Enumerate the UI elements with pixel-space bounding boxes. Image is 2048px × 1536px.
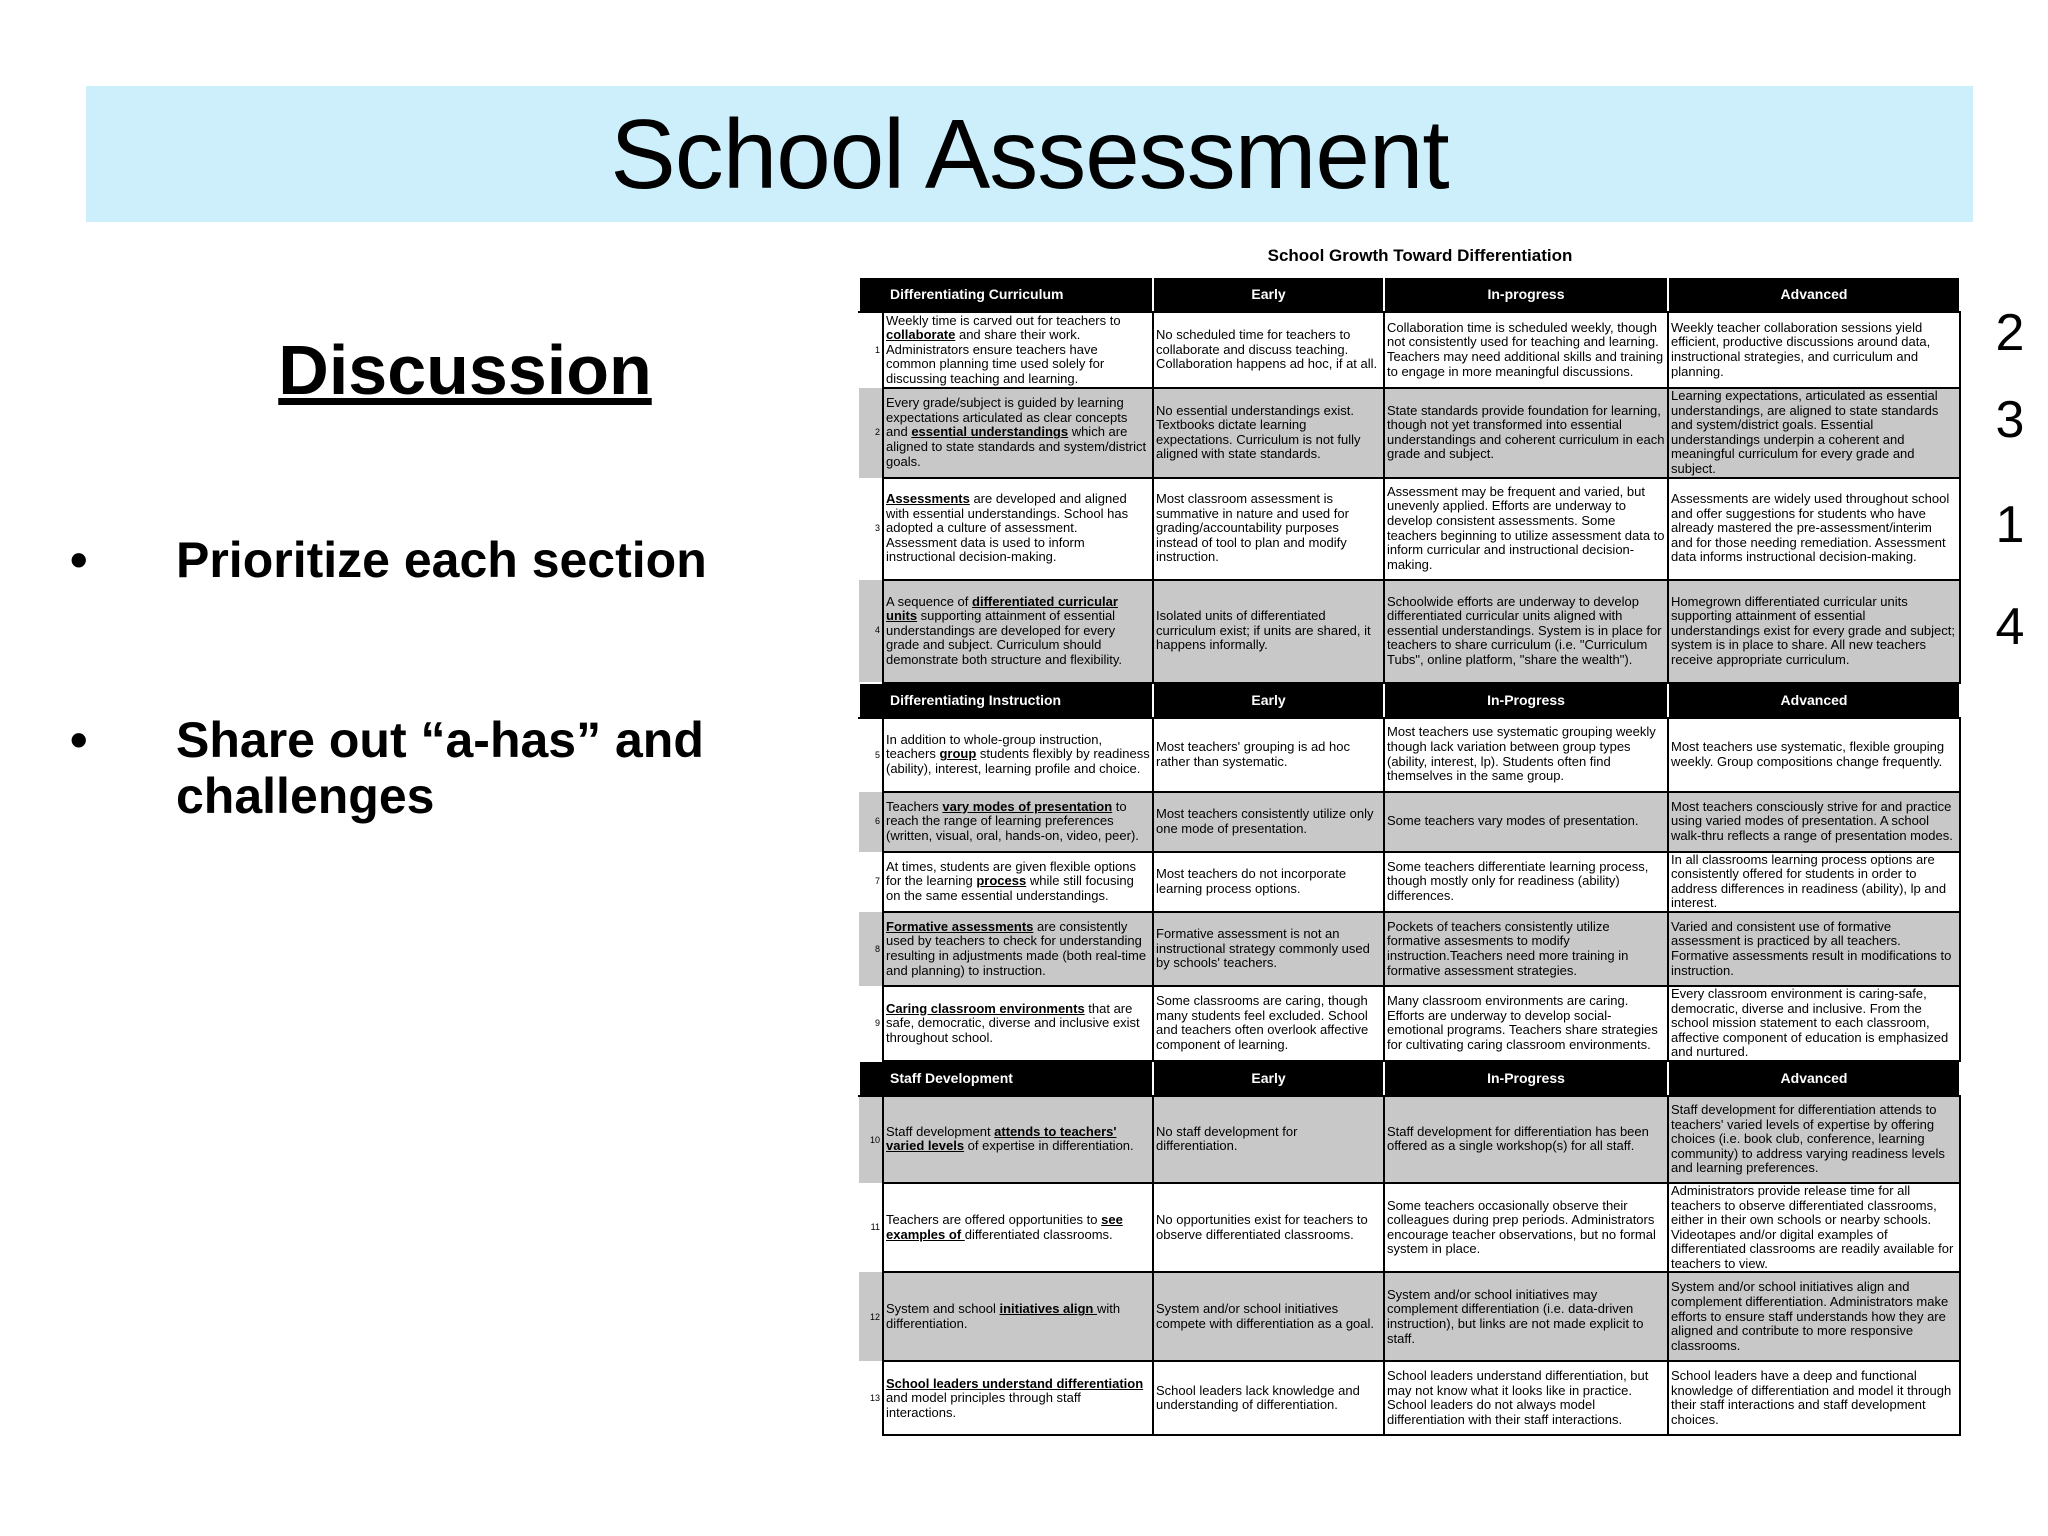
in-progress-cell: Pockets of teachers consistently utilize formative assesments to modify instruction.Teachers need more training in formative assessment strategies. <box>1384 912 1668 986</box>
level-header: Early <box>1153 277 1384 312</box>
rubric-table <box>858 276 1961 1436</box>
early-cell: No opportunities exist for teachers to observe differentiated classrooms. <box>1153 1183 1384 1273</box>
level-header: In-progress <box>1384 277 1668 312</box>
criterion-text: students flexibly by readiness (ability), interest, learning profile and choice. <box>886 746 1150 776</box>
keyword: process <box>976 873 1027 889</box>
bullet-text: Prioritize each section <box>176 532 707 588</box>
early-cell: No essential understandings exist. Textbooks dictate learning expectations. Curriculum is not fully aligned with state standards. <box>1153 388 1384 478</box>
early-cell: Most teachers' grouping is ad hoc rather than systematic. <box>1153 718 1384 792</box>
section-title: Staff Development <box>859 1061 1153 1096</box>
row-number: 10 <box>859 1096 883 1183</box>
advanced-cell: System and/or school initiatives align and complement differentiation. Administrators make efforts to ensure staff understands how they are aligned and contribute to more responsive classrooms. <box>1668 1272 1960 1361</box>
bullet-icon: • <box>70 532 88 588</box>
criterion-cell <box>883 388 1153 478</box>
level-header: Advanced <box>1668 1061 1960 1096</box>
early-cell: Isolated units of differentiated curriculum exist; if units are shared, it happens informally. <box>1153 580 1384 683</box>
criterion-text: Every grade/subject is guided by learning expectations articulated as clear concepts and <box>886 395 1128 440</box>
row-number: 3 <box>859 478 883 580</box>
rubric-row <box>859 1361 1960 1435</box>
early-cell: Most teachers consistently utilize only one mode of presentation. <box>1153 792 1384 852</box>
keyword: collaborate <box>886 327 956 343</box>
rubric-row <box>859 792 1960 852</box>
criterion-text: which are aligned to state standards and system/district goals. <box>886 424 1147 469</box>
in-progress-cell: School leaders understand differentiation, but may not know what it looks like in practice. School leaders do not always model differentiation with their staff interactions. <box>1384 1361 1668 1435</box>
criterion-cell <box>883 580 1153 683</box>
keyword: Formative assessments <box>886 918 1034 934</box>
criterion-text: A sequence of <box>886 593 973 609</box>
advanced-cell: In all classrooms learning process options are consistently offered for students in order to address differences in readiness (ability), lp and interest. <box>1668 852 1960 912</box>
early-cell: System and/or school initiatives compete with differentiation as a goal. <box>1153 1272 1384 1361</box>
criterion-text: supporting attainment of essential understandings are developed for every grade and subject. Curriculum should demonstrate both structure and flexibility. <box>886 608 1123 667</box>
advanced-cell: Every classroom environment is caring-safe, democratic, diverse and inclusive. From the school mission statement to each classroom, affective component of education is emphasized and nurtured. <box>1668 986 1960 1061</box>
advanced-cell: Assessments are widely used throughout school and offer suggestions for students who have already mastered the pre-assessment/interim and for those needing remediation. Assessment data informs instructional decision-making. <box>1668 478 1960 580</box>
in-progress-cell: Some teachers differentiate learning process, though mostly only for readiness (ability) differences. <box>1384 852 1668 912</box>
discussion-heading: Discussion <box>278 331 652 409</box>
row-number: 2 <box>859 388 883 478</box>
priority-number: 4 <box>1995 598 2025 656</box>
criterion-cell <box>883 986 1153 1061</box>
level-header: In-Progress <box>1384 1061 1668 1096</box>
criterion-cell <box>883 1096 1153 1183</box>
criterion-cell <box>883 312 1153 388</box>
title-bar <box>86 86 1973 222</box>
priority-number: 1 <box>1995 496 2025 554</box>
advanced-cell: Homegrown differentiated curricular units supporting attainment of essential understandings exist for every grade and subject; system is in place to share. All new teachers receive appropriate curriculum. <box>1668 580 1960 683</box>
in-progress-cell: State standards provide foundation for learning, though not yet transformed into essential understandings and coherent curriculum in each grade and subject. <box>1384 388 1668 478</box>
criterion-cell <box>883 852 1153 912</box>
rubric-row <box>859 478 1960 580</box>
criterion-text: and model principles through staff interactions. <box>886 1390 1081 1420</box>
rubric-row <box>859 718 1960 792</box>
early-cell: Most classroom assessment is summative in nature and used for grading/accountability purposes instead of tool to plan and modify instruction. <box>1153 478 1384 580</box>
advanced-cell: Learning expectations, articulated as essential understandings, are aligned to state standards and system/district goals. Essential understandings underpin a coherent and meaningful curriculum for every grade and subject. <box>1668 388 1960 478</box>
in-progress-cell: Assessment may be frequent and varied, but unevenly applied. Efforts are underway to develop consistent assessments. Some teachers beginning to utilize assessment data to inform curricular and instructional decision-making. <box>1384 478 1668 580</box>
advanced-cell: Weekly teacher collaboration sessions yield efficient, productive discussions around data, instructional strategies, and curriculum and planning. <box>1668 312 1960 388</box>
rubric-row <box>859 986 1960 1061</box>
criterion-text: and share their work. Administrators ensure teachers have common planning time used solely for discussing teaching and learning. <box>886 327 1105 386</box>
criterion-text: to reach the range of learning preferences (written, visual, oral, hands-on, video, peer). <box>886 798 1139 843</box>
rubric-row <box>859 1096 1960 1183</box>
bullet-icon: • <box>70 712 88 768</box>
keyword: attends to teachers' varied levels <box>886 1123 1117 1154</box>
keyword: vary modes of presentation <box>942 798 1113 814</box>
row-number: 1 <box>859 312 883 388</box>
keyword: differentiated curricular units <box>886 593 1118 624</box>
row-number: 9 <box>859 986 883 1061</box>
keyword: Assessments <box>886 491 970 507</box>
early-cell: No staff development for differentiation. <box>1153 1096 1384 1183</box>
in-progress-cell: Some teachers occasionally observe their colleagues during prep periods. Administrators encourage teacher observations, but no formal system in place. <box>1384 1183 1668 1273</box>
row-number: 13 <box>859 1361 883 1435</box>
rubric-section-header <box>859 277 1960 312</box>
criterion-text: At times, students are given flexible options for the learning <box>886 858 1137 889</box>
level-header: Advanced <box>1668 683 1960 718</box>
criterion-text: that are safe, democratic, diverse and inclusive exist throughout school. <box>886 1000 1140 1045</box>
criterion-text: In addition to whole-group instruction, teachers <box>886 731 1103 762</box>
criterion-text: with differentiation. <box>886 1301 1121 1331</box>
criterion-cell <box>883 1272 1153 1361</box>
keyword: essential understandings <box>911 424 1069 440</box>
keyword: see examples of <box>886 1212 1123 1242</box>
keyword: initiatives align <box>999 1301 1097 1317</box>
level-header: In-Progress <box>1384 683 1668 718</box>
row-number: 12 <box>859 1272 883 1361</box>
early-cell: No scheduled time for teachers to collaborate and discuss teaching. Collaboration happens ad hoc, if at all. <box>1153 312 1384 388</box>
criterion-cell <box>883 1361 1153 1435</box>
bullet-text: Share out “a-has” and challenges <box>176 712 704 824</box>
in-progress-cell: System and/or school initiatives may complement differentiation (i.e. data-driven instruction), but links are not made explicit to staff. <box>1384 1272 1668 1361</box>
row-number: 6 <box>859 792 883 852</box>
early-cell: Most teachers do not incorporate learning process options. <box>1153 852 1384 912</box>
criterion-text: Weekly time is carved out for teachers to <box>886 312 1121 328</box>
rubric-title: School Growth Toward Differentiation <box>1267 246 1573 265</box>
rubric-row <box>859 312 1960 388</box>
in-progress-cell: Schoolwide efforts are underway to develop differentiated curricular units aligned with essential understandings. System is in place for teachers to share curriculum (i.e. "Curriculum Tubs", online platform, "share the wealth"). <box>1384 580 1668 683</box>
row-number: 5 <box>859 718 883 792</box>
keyword: Caring classroom environments <box>886 1000 1085 1016</box>
criterion-text: of expertise in differentiation. <box>964 1138 1134 1154</box>
criterion-text: are consistently used by teachers to check for understanding resulting in adjustments made (both real-time and planning) to instruction. <box>886 918 1147 978</box>
criterion-text: System and school <box>886 1301 1000 1317</box>
criterion-text: are developed and aligned with essential understandings. School has adopted a culture of assessment. Assessment data is used to inform instructional decision-making. <box>886 491 1129 565</box>
rubric-section-header <box>859 1061 1960 1096</box>
row-number: 11 <box>859 1183 883 1273</box>
in-progress-cell: Most teachers use systematic grouping weekly though lack variation between group types (ability, interest, lp). Students often find themselves in the same group. <box>1384 718 1668 792</box>
row-number: 4 <box>859 580 883 683</box>
criterion-cell <box>883 792 1153 852</box>
slide-title: School Assessment <box>610 99 1449 209</box>
section-title: Differentiating Instruction <box>859 683 1153 718</box>
rubric-row <box>859 912 1960 986</box>
row-number: 8 <box>859 912 883 986</box>
section-title: Differentiating Curriculum <box>859 277 1153 312</box>
advanced-cell: Varied and consistent use of formative assessment is practiced by all teachers. Formative assessments result in modifications to instruction. <box>1668 912 1960 986</box>
rubric-section-header <box>859 683 1960 718</box>
early-cell: Formative assessment is not an instructional strategy commonly used by schools' teachers. <box>1153 912 1384 986</box>
keyword: School leaders understand differentiation <box>886 1375 1144 1391</box>
criterion-text: Staff development <box>886 1123 995 1139</box>
criterion-text: Teachers are offered opportunities to <box>886 1212 1102 1228</box>
criterion-text: while still focusing on the same essential understandings. <box>886 873 1134 904</box>
advanced-cell: Most teachers use systematic, flexible grouping weekly. Group compositions change frequently. <box>1668 718 1960 792</box>
advanced-cell: School leaders have a deep and functional knowledge of differentiation and model it through their staff interactions and staff development choices. <box>1668 1361 1960 1435</box>
criterion-cell <box>883 1183 1153 1273</box>
rubric-row <box>859 1272 1960 1361</box>
level-header: Early <box>1153 1061 1384 1096</box>
early-cell: School leaders lack knowledge and understanding of differentiation. <box>1153 1361 1384 1435</box>
rubric-row <box>859 388 1960 478</box>
level-header: Early <box>1153 683 1384 718</box>
rubric-row <box>859 1183 1960 1273</box>
row-number: 7 <box>859 852 883 912</box>
criterion-cell <box>883 478 1153 580</box>
criterion-text: Teachers <box>886 798 943 814</box>
advanced-cell: Administrators provide release time for all teachers to observe differentiated classrooms, either in their own schools or nearby schools. Videotapes and/or digital examples of differentiated classrooms are readily available for teachers to view. <box>1668 1183 1960 1273</box>
keyword: group <box>939 746 977 762</box>
in-progress-cell: Some teachers vary modes of presentation. <box>1384 792 1668 852</box>
rubric-row <box>859 852 1960 912</box>
priority-number: 2 <box>1995 304 2025 362</box>
criterion-cell <box>883 912 1153 986</box>
in-progress-cell: Staff development for differentiation has been offered as a single workshop(s) for all staff. <box>1384 1096 1668 1183</box>
advanced-cell: Staff development for differentiation attends to teachers' varied levels of expertise by offering choices (i.e. book club, conference, learning community) to address varying readiness levels and learning preferences. <box>1668 1096 1960 1183</box>
rubric-row <box>859 580 1960 683</box>
early-cell: Some classrooms are caring, though many students feel excluded. School and teachers often overlook affective component of learning. <box>1153 986 1384 1061</box>
criterion-text: differentiated classrooms. <box>964 1226 1113 1242</box>
advanced-cell: Most teachers consciously strive for and practice using varied modes of presentation. A school walk-thru reflects a range of presentation modes. <box>1668 792 1960 852</box>
criterion-cell <box>883 718 1153 792</box>
in-progress-cell: Collaboration time is scheduled weekly, though not consistently used for teaching and learning. Teachers may need additional skills and training to engage in more meaningful discussions. <box>1384 312 1668 388</box>
level-header: Advanced <box>1668 277 1960 312</box>
priority-number: 3 <box>1995 391 2025 449</box>
in-progress-cell: Many classroom environments are caring. Efforts are underway to develop social-emotional programs. Teachers share strategies for cultivating caring classroom environments. <box>1384 986 1668 1061</box>
